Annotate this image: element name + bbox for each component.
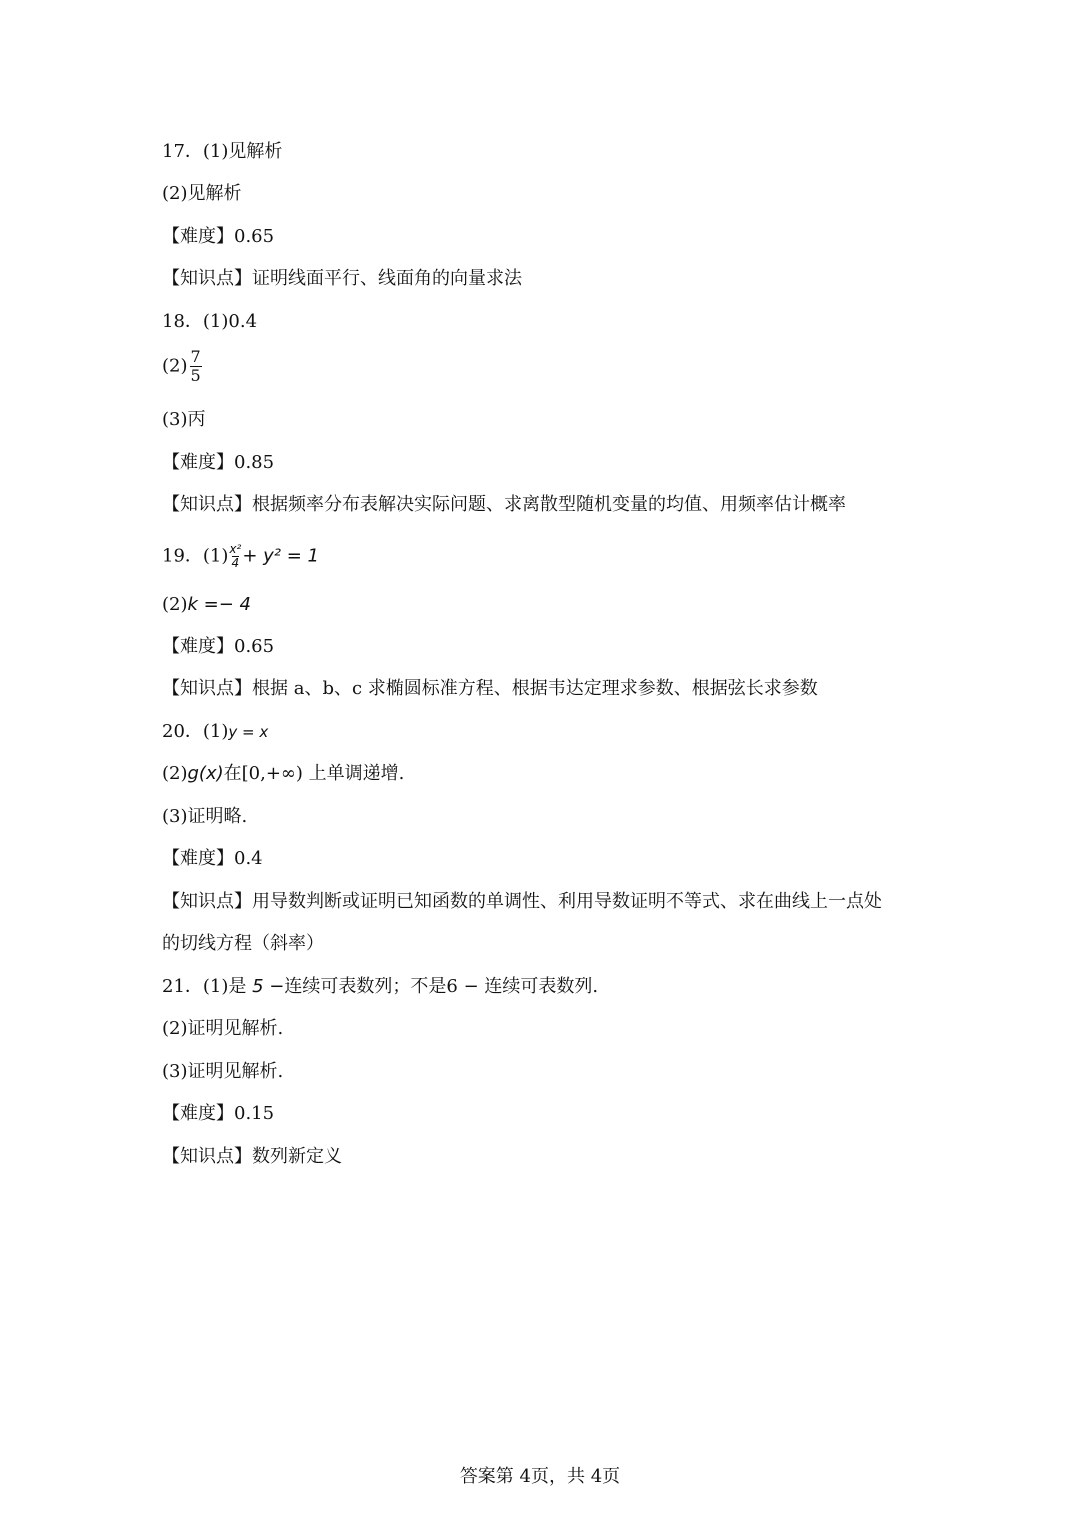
q21-part1 bbox=[162, 975, 598, 999]
q18-part2-fraction bbox=[190, 348, 202, 385]
q18-knowledge: 【知识点】根据频率分布表解决实际问题、求离散型随机变量的均值、用频率估计概率 bbox=[162, 494, 846, 515]
fraction-denominator: 5 bbox=[190, 366, 201, 385]
fraction-denominator: 4 bbox=[231, 556, 240, 570]
q17-difficulty: 【难度】0.65 bbox=[162, 226, 275, 247]
q17-part1: 17．(1)见解析 bbox=[162, 141, 283, 162]
q19-part1-prefix: 19．(1) bbox=[162, 545, 229, 567]
q19-part2-equation: k =− 4 bbox=[187, 594, 251, 615]
q20-part2-text: 在[0,+∞) 上单调递增. bbox=[223, 763, 405, 784]
q21-part1-prefix: 21．(1)是 bbox=[162, 976, 253, 997]
q18-part1: 18．(1)0.4 bbox=[162, 311, 258, 332]
q20-part2-function: g(x) bbox=[187, 763, 224, 784]
q19-part1 bbox=[162, 543, 319, 570]
q18-difficulty: 【难度】0.85 bbox=[162, 452, 275, 473]
fraction-numerator: 7 bbox=[190, 347, 201, 366]
q18-part2 bbox=[162, 348, 204, 385]
q17-part2: (2)见解析 bbox=[162, 183, 242, 204]
q20-part1 bbox=[162, 720, 268, 744]
q20-difficulty: 【难度】0.4 bbox=[162, 848, 263, 869]
q19-difficulty: 【难度】0.65 bbox=[162, 636, 275, 657]
q20-part1-prefix: 20．(1) bbox=[162, 721, 229, 742]
q21-part2: (2)证明见解析. bbox=[162, 1018, 284, 1039]
q20-part1-equation: y = x bbox=[228, 723, 269, 741]
q20-knowledge-line1: 【知识点】用导数判断或证明已知函数的单调性、利用导数证明不等式、求在曲线上一点处 bbox=[162, 891, 882, 912]
q19-part1-fraction bbox=[229, 543, 241, 570]
q19-part1-equation: + y² = 1 bbox=[242, 545, 319, 567]
q20-part3: (3)证明略. bbox=[162, 806, 248, 827]
q17-knowledge: 【知识点】证明线面平行、线面角的向量求法 bbox=[162, 268, 522, 289]
q21-part3: (3)证明见解析. bbox=[162, 1061, 284, 1082]
q21-knowledge: 【知识点】数列新定义 bbox=[162, 1146, 342, 1167]
q18-part2-prefix: (2) bbox=[162, 355, 188, 377]
fraction-numerator: x² bbox=[229, 542, 242, 556]
page-footer: 答案第 4页，共 4页 bbox=[459, 1466, 621, 1487]
q21-difficulty: 【难度】0.15 bbox=[162, 1103, 275, 1124]
q19-part2 bbox=[162, 593, 251, 617]
q20-knowledge-line2: 的切线方程（斜率） bbox=[162, 933, 324, 954]
q20-part2 bbox=[162, 762, 404, 786]
q21-part1-math: 5 − bbox=[252, 976, 285, 997]
q18-part3: (3)丙 bbox=[162, 409, 206, 430]
q19-part2-prefix: (2) bbox=[162, 594, 188, 615]
q21-part1-text: 连续可表数列；不是6 − 连续可表数列. bbox=[284, 976, 599, 997]
q20-part2-prefix: (2) bbox=[162, 763, 188, 784]
q19-knowledge: 【知识点】根据 a、b、c 求椭圆标准方程、根据韦达定理求参数、根据弦长求参数 bbox=[162, 678, 818, 699]
